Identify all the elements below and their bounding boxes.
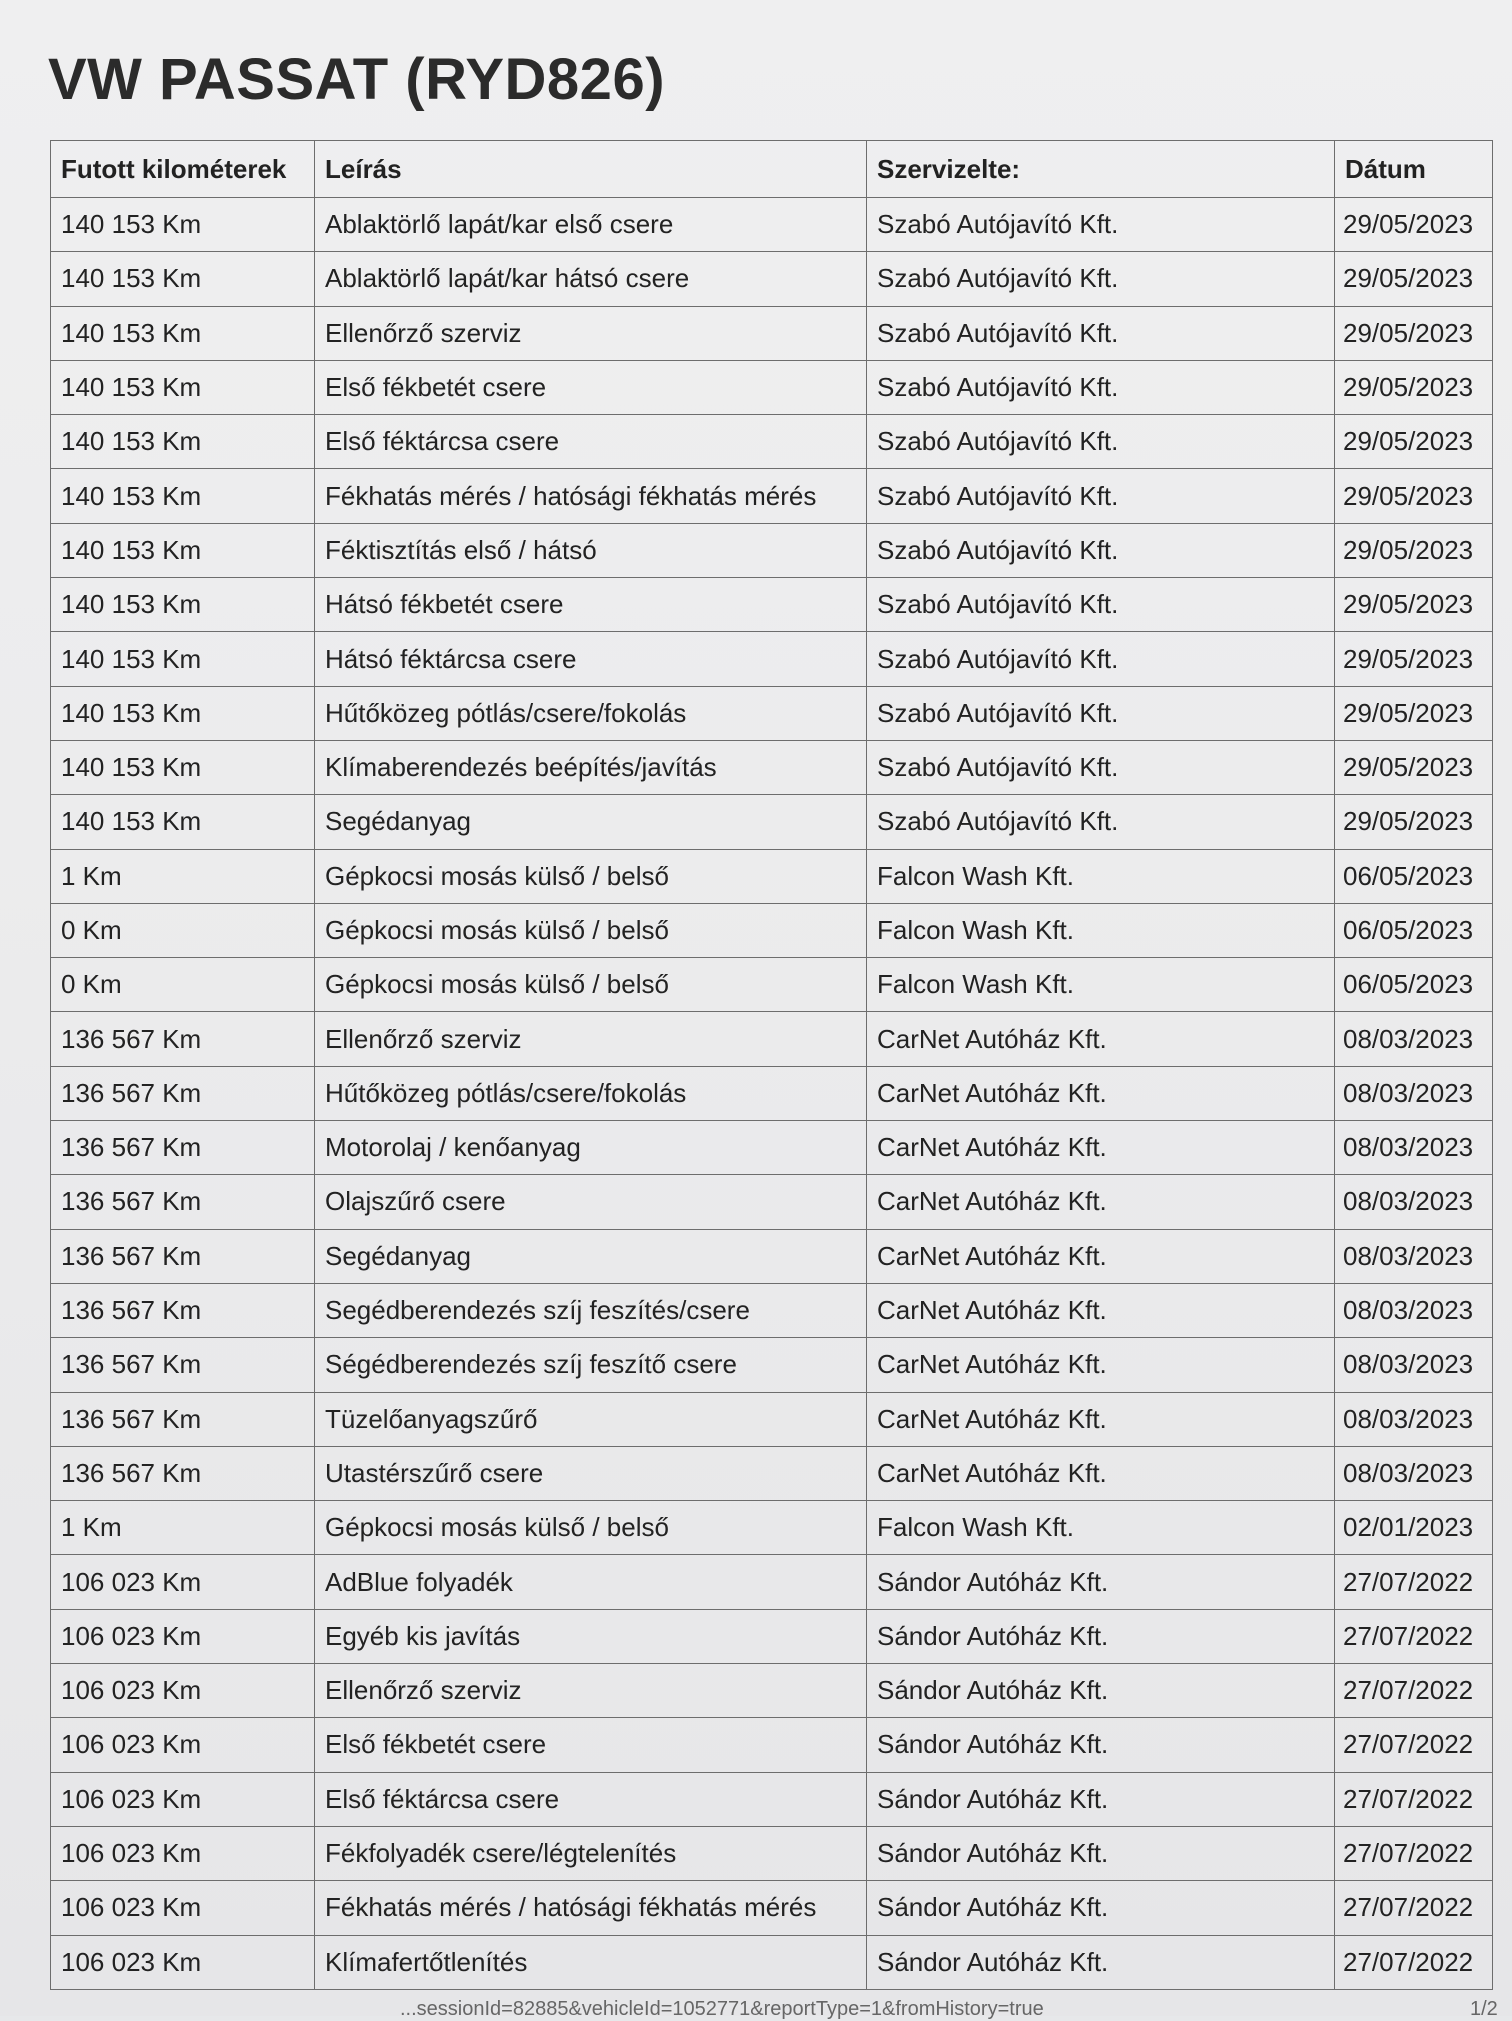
cell-km: 106 023 Km <box>51 1826 315 1880</box>
table-row <box>51 1772 1493 1826</box>
cell-date: 27/07/2022 <box>1335 1881 1493 1935</box>
cell-serviced-by: Szabó Autójavító Kft. <box>867 198 1335 252</box>
cell-serviced-by: Sándor Autóház Kft. <box>867 1772 1335 1826</box>
page-number: 1/2 <box>1470 1998 1498 2020</box>
table-header-row <box>51 141 1493 198</box>
table-row <box>51 415 1493 469</box>
cell-date: 27/07/2022 <box>1335 1718 1493 1772</box>
cell-km: 136 567 Km <box>51 1229 315 1283</box>
cell-km: 136 567 Km <box>51 1012 315 1066</box>
cell-serviced-by: Szabó Autójavító Kft. <box>867 306 1335 360</box>
cell-description: Első féktárcsa csere <box>315 415 867 469</box>
cell-date: 08/03/2023 <box>1335 1446 1493 1500</box>
cell-serviced-by: CarNet Autóház Kft. <box>867 1446 1335 1500</box>
cell-serviced-by: Sándor Autóház Kft. <box>867 1935 1335 1989</box>
table-row <box>51 1446 1493 1500</box>
cell-km: 136 567 Km <box>51 1392 315 1446</box>
table-body <box>51 198 1493 1990</box>
cell-date: 29/05/2023 <box>1335 360 1493 414</box>
cell-km: 136 567 Km <box>51 1338 315 1392</box>
table-row <box>51 1664 1493 1718</box>
cell-description: Segédberendezés szíj feszítés/csere <box>315 1283 867 1337</box>
table-row <box>51 1392 1493 1446</box>
cell-date: 29/05/2023 <box>1335 632 1493 686</box>
table-row <box>51 1935 1493 1989</box>
cell-serviced-by: Falcon Wash Kft. <box>867 1501 1335 1555</box>
column-header-date: Dátum <box>1335 141 1493 198</box>
cell-description: Féktisztítás első / hátsó <box>315 523 867 577</box>
cell-description: AdBlue folyadék <box>315 1555 867 1609</box>
cell-date: 27/07/2022 <box>1335 1935 1493 1989</box>
cell-date: 29/05/2023 <box>1335 523 1493 577</box>
table-row <box>51 198 1493 252</box>
cell-serviced-by: CarNet Autóház Kft. <box>867 1175 1335 1229</box>
table-row <box>51 252 1493 306</box>
footer-url: ...sessionId=82885&vehicleId=1052771&reportType=1&fromHistory=true <box>400 1998 1044 2020</box>
cell-km: 106 023 Km <box>51 1555 315 1609</box>
table-row <box>51 1121 1493 1175</box>
cell-description: Klímafertőtlenítés <box>315 1935 867 1989</box>
cell-date: 29/05/2023 <box>1335 252 1493 306</box>
cell-serviced-by: Szabó Autójavító Kft. <box>867 740 1335 794</box>
table-row <box>51 523 1493 577</box>
cell-km: 136 567 Km <box>51 1446 315 1500</box>
cell-km: 106 023 Km <box>51 1772 315 1826</box>
cell-date: 06/05/2023 <box>1335 849 1493 903</box>
cell-km: 140 153 Km <box>51 523 315 577</box>
cell-description: Hátsó fékbetét csere <box>315 578 867 632</box>
cell-serviced-by: Szabó Autójavító Kft. <box>867 252 1335 306</box>
table-row <box>51 958 1493 1012</box>
cell-description: Tüzelőanyagszűrő <box>315 1392 867 1446</box>
cell-km: 140 153 Km <box>51 252 315 306</box>
table-row <box>51 1175 1493 1229</box>
cell-serviced-by: CarNet Autóház Kft. <box>867 1066 1335 1120</box>
cell-date: 29/05/2023 <box>1335 469 1493 523</box>
cell-serviced-by: CarNet Autóház Kft. <box>867 1392 1335 1446</box>
table-row <box>51 1229 1493 1283</box>
cell-description: Fékhatás mérés / hatósági fékhatás mérés <box>315 1881 867 1935</box>
cell-date: 27/07/2022 <box>1335 1664 1493 1718</box>
column-header-km: Futott kilométerek <box>51 141 315 198</box>
cell-description: Gépkocsi mosás külső / belső <box>315 958 867 1012</box>
cell-serviced-by: Sándor Autóház Kft. <box>867 1881 1335 1935</box>
cell-km: 140 153 Km <box>51 360 315 414</box>
table-row <box>51 1826 1493 1880</box>
table-row <box>51 1881 1493 1935</box>
cell-serviced-by: CarNet Autóház Kft. <box>867 1283 1335 1337</box>
cell-serviced-by: CarNet Autóház Kft. <box>867 1229 1335 1283</box>
cell-description: Első fékbetét csere <box>315 1718 867 1772</box>
cell-serviced-by: Szabó Autójavító Kft. <box>867 360 1335 414</box>
cell-description: Hűtőközeg pótlás/csere/fokolás <box>315 1066 867 1120</box>
cell-km: 140 153 Km <box>51 415 315 469</box>
cell-km: 140 153 Km <box>51 198 315 252</box>
cell-km: 140 153 Km <box>51 632 315 686</box>
cell-km: 140 153 Km <box>51 795 315 849</box>
cell-date: 29/05/2023 <box>1335 306 1493 360</box>
cell-description: Motorolaj / kenőanyag <box>315 1121 867 1175</box>
cell-serviced-by: Sándor Autóház Kft. <box>867 1555 1335 1609</box>
cell-serviced-by: Szabó Autójavító Kft. <box>867 795 1335 849</box>
cell-description: Ségédberendezés szíj feszítő csere <box>315 1338 867 1392</box>
table-row <box>51 1338 1493 1392</box>
cell-description: Klímaberendezés beépítés/javítás <box>315 740 867 794</box>
cell-km: 0 Km <box>51 958 315 1012</box>
cell-km: 140 153 Km <box>51 686 315 740</box>
cell-description: Hátsó féktárcsa csere <box>315 632 867 686</box>
cell-date: 29/05/2023 <box>1335 198 1493 252</box>
cell-serviced-by: Szabó Autójavító Kft. <box>867 632 1335 686</box>
cell-date: 06/05/2023 <box>1335 903 1493 957</box>
cell-serviced-by: Sándor Autóház Kft. <box>867 1664 1335 1718</box>
cell-serviced-by: CarNet Autóház Kft. <box>867 1121 1335 1175</box>
table-row <box>51 740 1493 794</box>
cell-serviced-by: Szabó Autójavító Kft. <box>867 686 1335 740</box>
cell-date: 08/03/2023 <box>1335 1338 1493 1392</box>
cell-date: 29/05/2023 <box>1335 740 1493 794</box>
cell-km: 106 023 Km <box>51 1609 315 1663</box>
service-history-table <box>50 140 1493 1990</box>
cell-description: Fékfolyadék csere/légtelenítés <box>315 1826 867 1880</box>
table-row <box>51 795 1493 849</box>
table-row <box>51 686 1493 740</box>
cell-km: 106 023 Km <box>51 1718 315 1772</box>
table-row <box>51 1501 1493 1555</box>
cell-km: 1 Km <box>51 1501 315 1555</box>
table-row <box>51 306 1493 360</box>
cell-km: 140 153 Km <box>51 469 315 523</box>
cell-km: 106 023 Km <box>51 1881 315 1935</box>
cell-description: Ablaktörlő lapát/kar első csere <box>315 198 867 252</box>
cell-date: 08/03/2023 <box>1335 1392 1493 1446</box>
cell-date: 08/03/2023 <box>1335 1175 1493 1229</box>
page-title: VW PASSAT (RYD826) <box>48 47 666 112</box>
cell-date: 27/07/2022 <box>1335 1772 1493 1826</box>
table-row <box>51 1555 1493 1609</box>
cell-serviced-by: CarNet Autóház Kft. <box>867 1012 1335 1066</box>
cell-date: 08/03/2023 <box>1335 1066 1493 1120</box>
table-row <box>51 632 1493 686</box>
table-row <box>51 1718 1493 1772</box>
cell-description: Egyéb kis javítás <box>315 1609 867 1663</box>
cell-description: Fékhatás mérés / hatósági fékhatás mérés <box>315 469 867 523</box>
cell-date: 06/05/2023 <box>1335 958 1493 1012</box>
cell-km: 0 Km <box>51 903 315 957</box>
cell-date: 27/07/2022 <box>1335 1555 1493 1609</box>
cell-serviced-by: Szabó Autójavító Kft. <box>867 415 1335 469</box>
cell-date: 08/03/2023 <box>1335 1012 1493 1066</box>
cell-serviced-by: Falcon Wash Kft. <box>867 849 1335 903</box>
cell-date: 08/03/2023 <box>1335 1121 1493 1175</box>
cell-serviced-by: Falcon Wash Kft. <box>867 958 1335 1012</box>
table-row <box>51 1012 1493 1066</box>
cell-date: 29/05/2023 <box>1335 795 1493 849</box>
cell-description: Ellenőrző szerviz <box>315 1012 867 1066</box>
cell-description: Ablaktörlő lapát/kar hátsó csere <box>315 252 867 306</box>
cell-date: 27/07/2022 <box>1335 1826 1493 1880</box>
cell-serviced-by: Sándor Autóház Kft. <box>867 1718 1335 1772</box>
cell-description: Ellenőrző szerviz <box>315 1664 867 1718</box>
cell-serviced-by: CarNet Autóház Kft. <box>867 1338 1335 1392</box>
cell-date: 08/03/2023 <box>1335 1283 1493 1337</box>
cell-description: Gépkocsi mosás külső / belső <box>315 1501 867 1555</box>
cell-km: 1 Km <box>51 849 315 903</box>
cell-description: Segédanyag <box>315 795 867 849</box>
table-row <box>51 849 1493 903</box>
cell-description: Ellenőrző szerviz <box>315 306 867 360</box>
table-row <box>51 1283 1493 1337</box>
column-header-description: Leírás <box>315 141 867 198</box>
cell-serviced-by: Sándor Autóház Kft. <box>867 1826 1335 1880</box>
cell-km: 136 567 Km <box>51 1283 315 1337</box>
cell-km: 136 567 Km <box>51 1175 315 1229</box>
cell-date: 27/07/2022 <box>1335 1609 1493 1663</box>
cell-description: Segédanyag <box>315 1229 867 1283</box>
cell-serviced-by: Sándor Autóház Kft. <box>867 1609 1335 1663</box>
cell-description: Utastérszűrő csere <box>315 1446 867 1500</box>
cell-km: 136 567 Km <box>51 1121 315 1175</box>
cell-serviced-by: Szabó Autójavító Kft. <box>867 523 1335 577</box>
cell-description: Gépkocsi mosás külső / belső <box>315 903 867 957</box>
cell-km: 140 153 Km <box>51 578 315 632</box>
cell-description: Olajszűrő csere <box>315 1175 867 1229</box>
cell-description: Első féktárcsa csere <box>315 1772 867 1826</box>
column-header-serviced-by: Szervizelte: <box>867 141 1335 198</box>
cell-km: 140 153 Km <box>51 740 315 794</box>
cell-serviced-by: Szabó Autójavító Kft. <box>867 578 1335 632</box>
cell-description: Hűtőközeg pótlás/csere/fokolás <box>315 686 867 740</box>
table-row <box>51 1066 1493 1120</box>
table-row <box>51 578 1493 632</box>
table-row <box>51 469 1493 523</box>
cell-serviced-by: Falcon Wash Kft. <box>867 903 1335 957</box>
cell-date: 29/05/2023 <box>1335 578 1493 632</box>
cell-serviced-by: Szabó Autójavító Kft. <box>867 469 1335 523</box>
cell-description: Első fékbetét csere <box>315 360 867 414</box>
table-row <box>51 360 1493 414</box>
cell-km: 106 023 Km <box>51 1935 315 1989</box>
cell-description: Gépkocsi mosás külső / belső <box>315 849 867 903</box>
cell-date: 02/01/2023 <box>1335 1501 1493 1555</box>
cell-km: 140 153 Km <box>51 306 315 360</box>
cell-date: 08/03/2023 <box>1335 1229 1493 1283</box>
table-row <box>51 903 1493 957</box>
cell-date: 29/05/2023 <box>1335 415 1493 469</box>
cell-km: 136 567 Km <box>51 1066 315 1120</box>
cell-date: 29/05/2023 <box>1335 686 1493 740</box>
cell-km: 106 023 Km <box>51 1664 315 1718</box>
table-row <box>51 1609 1493 1663</box>
